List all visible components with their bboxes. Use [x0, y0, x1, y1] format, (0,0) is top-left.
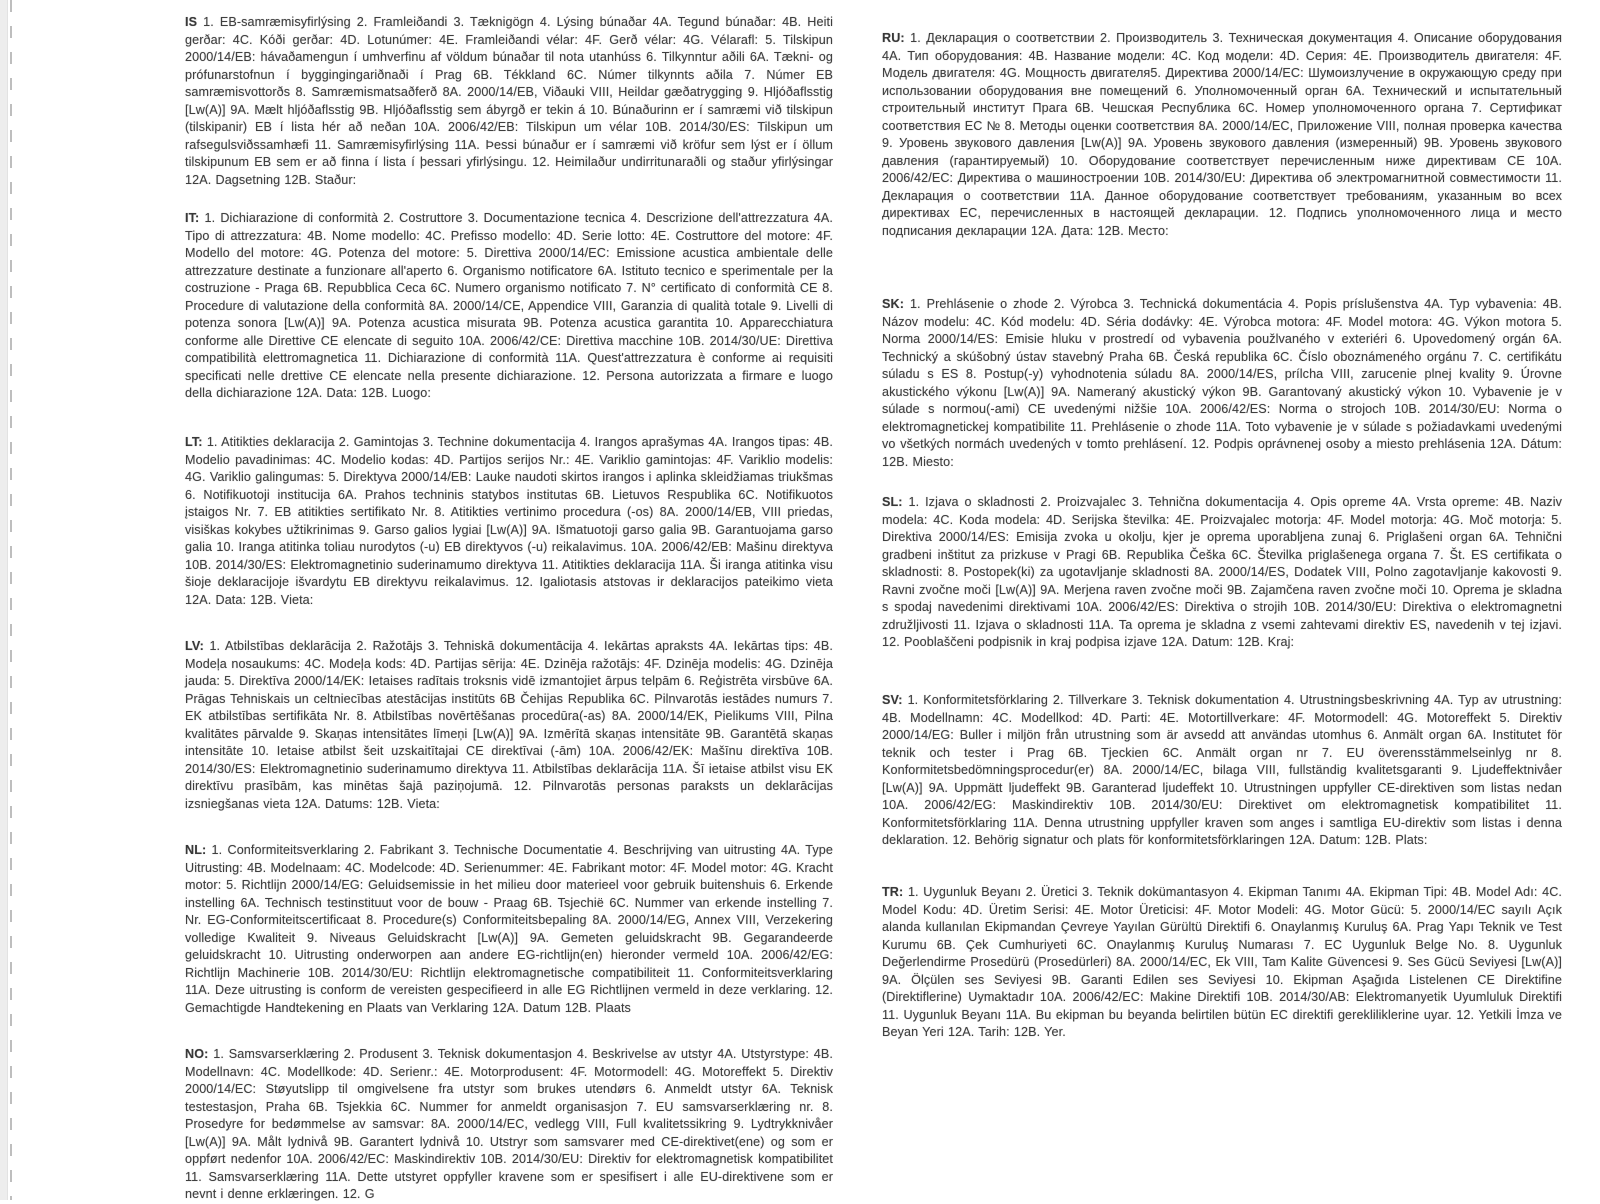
language-text-sk: 1. Prehlásenie o zhode 2. Výrobca 3. Technická dokumentácia 4. Popis príslušenstva 4A. Typ vybavenia: 4B. Názov modelu: 4C. Kód modelu: 4D. Séria dodávky: 4E. Výrobca motora: 4F. Model motora: 4G. Výkon motora 5. Norma 2000/14/ES: Emisie hluku v prostredí od vybavenia použlvaného v exteriéri 6. Upovedomený orgán 6A. Technický a skúšobný ústav stavebný Praha 6B. Česká republika 6C. Číslo oboznámeného orgánu 7. C. certifikátu súladu s ES 8. Postup(-y) vyhodnotenia súladu 8A. 2000/14/ES, prílcha VIII, zarucenie plnej kvality 9. Úrovne akustického výkonu [Lw(A)] 9A. Nameraný akustický výkon 9B. Garantovaný akustický výkon 10. Vybavenie je v súlade s normou(-ami) CE uvedenými nižšie 10A. 2006/42/ES: Norma o strojoch 10B. 2014/30/EU: Norma o elektromagnetickej kompatibilite 11. Prehlásenie o zhode 11A. Toto vybavenie je v súlade s požiadavkami uvedenými vo všetkých normách uvedených v tomto prehlásení. 12. Podpis oprávnenej osoby a miesto prehlásenia 12A. Dátum: 12B. Miesto:	[882, 297, 1562, 469]
language-code-lt: LT:	[185, 435, 203, 449]
language-block-ru	[882, 30, 1562, 240]
language-block-nl	[185, 842, 833, 1017]
language-block-is	[185, 14, 833, 189]
language-code-nl: NL:	[185, 843, 207, 857]
language-code-no: NO:	[185, 1047, 209, 1061]
language-text-sl: 1. Izjava o skladnosti 2. Proizvajalec 3. Tehnična dokumentacija 4. Opis opreme 4A. Vrsta opreme: 4B. Naziv modela: 4C. Koda modela: 4D. Serijska številka: 4E. Proizvajalec motorja: 4F. Model motorja: 4G. Moč motorja: 5. Direktiva 2000/14/ES: Emisija zvoka u okolju, kjer je oprema uporabljena zunaj 6. Priglašeni organ 6A. Tehnični gradbeni inštitut za prizkuse v Pragi 6B. Republika Češka 6C. Številka priglašenega organa 7. Št. ES certifikata o skladnosti: 8. Postopek(ki) za ugotavljanje skladnosti 8A. 2000/14/ES, Dodatek VIII, Polno zagotavljanje kakovosti 9. Ravni zvočne moči [Lw(A)] 9A. Merjena raven zvočne moči 9B. Zajamčena raven zvočne moči 10. Oprema je skladna s spodaj navedenimi direktivami 10A. 2006/42/ES: Direktiva o strojih 10B. 2014/30/EU: Direktiva o elektromagnetni združljivosti 11. Izjava o skladnosti 11A. Ta oprema je skladna z vsemi zahtevami direktiv ES, navedenih v tej izjavi. 12. Pooblaščeni podpisnik in kraj podpisa izjave 12A. Datum: 12B. Kraj:	[882, 495, 1562, 649]
language-code-it: IT:	[185, 211, 200, 225]
language-text-is: 1. EB-samræmisyfirlýsing 2. Framleiðandi 3. Tæknigögn 4. Lýsing búnaðar 4A. Tegund búnaðar: 4B. Heiti gerðar: 4C. Kóði gerðar: 4D. Lotunúmer: 4E. Framleiðandi vélar: 4F. Gerð vélar: 4G. Vélarafl: 5. Tilskipun 2000/14/EB: hávaðamengun í umhverfinu af völdum búnaðar til nota utanhúss 6. Tilkynntur aðili 6A. Tækni- og prófunarstofnun í byggingingariðnaði í Prag 6B. Tékkland 6C. Númer tilkynnts aðila 7. Númer EB samræmisvottorðs 8. Samræmismatsaðferð 8A. 2000/14/EB, Viðauki VIII, Heildar gæðatrygging 9. Hljóðaflsstig [Lw(A)] 9A. Mælt hljóðaflsstig 9B. Hljóðaflsstig sem ábyrgð er tekin á 10. Búnaðurinn er í samræmi við tilskipun (tilskipanir) EB í lista hér að neðan 10A. 2006/42/EB: Tilskipun um vélar 10B. 2014/30/ES: Tilskipun um rafsegulsviðssamhæfi 11. Samræmisyfirlýsing 11A. Þessi búnaður er í samræmi við kröfur sem lýst er í öllum tilskipunum EB sem er að finna í lista í þessari yfirlýsingu. 12. Heimilaður undirritunaraðli og staður yfirlýsingar 12A. Dagsetning 12B. Staður:	[185, 15, 833, 187]
language-code-ru: RU:	[882, 31, 905, 45]
language-block-no	[185, 1046, 833, 1204]
language-text-tr: 1. Uygunluk Beyanı 2. Üretici 3. Teknik dokümantasyon 4. Ekipman Tanımı 4A. Ekipman Tipi: 4B. Model Adı: 4C. Model Kodu: 4D. Üretim Serisi: 4E. Motor Üreticisi: 4F. Motor Modeli: 4G. Motor Gücü: 5. 2000/14/EC sayılı Açık alanda kullanılan Ekipmandan Çevreye Yayılan Gürültü Direktifi 6. Onaylanmış Kuruluş 6A. Prag Yapı Teknik ve Test Kurumu 6B. Çek Cumhuriyeti 6C. Onaylanmış Kuruluş Numarası 7. EC Uygunluk Belge No. 8. Uygunluk Değerlendirme Prosedürü (Prosedürleri) 8A. 2000/14/EC, Ek VIII, Tam Kalite Güvencesi 9. Ses Gücü Seviyesi [Lw(A)] 9A. Ölçülen ses Seviyesi 9B. Garanti Edilen ses Seviyesi 10. Ekipman Aşağıda Listelenen CE Direktifine (Direktiflerine) Uymaktadır 10A. 2006/42/EC: Makine Direktifi 10B. 2014/30/AB: Elektromanyetik Uyumluluk Direktifi 11. Uygunluk Beyanı 11A. Bu ekipman bu beyanda belirtilen bütün EC direktifi gerekliliklerine uyar. 12. Yetkili İmza ve Beyan Yeri 12A. Tarih: 12B. Yer.	[882, 885, 1562, 1039]
language-block-lv	[185, 638, 833, 813]
perforation-dashed-line	[10, 0, 12, 1200]
language-text-lv: 1. Atbilstības deklarācija 2. Ražotājs 3. Tehniskā dokumentācija 4. Iekārtas apraksts 4A. Iekārtas tips: 4B. Modeļa nosaukums: 4C. Modeļa kods: 4D. Partijas sērija: 4E. Dzinēja ražotājs: 4F. Dzinēja modelis: 4G. Dzinēja jauda: 5. Direktīva 2000/14/EK: Ietaises radītais troksnis vidē izmantojiet ārpus telpām 6. Reģistrēta virsbūve 6A. Prāgas Tehniskais un celtniecības atestācijas institūts 6B Čehijas Republika 6C. Pilnvarotās iestādes numurs 7. EK atbilstības sertifikāta Nr. 8. Atbilstības novērtēšanas procedūra(-as) 8A. 2000/14/EK, Pielikums VIII, Pilna kvalitātes pārvalde 9. Skaņas intensitātes līmeņi [Lw(A)] 9A. Izmērītā skaņas intensitāte 9B. Garantētā skaņas intensitāte 10. Ietaise atbilst šeit uzskaitītajai CE direktīvai (-ām) 10A. 2006/42/EK: Mašīnu direktīva 10B. 2014/30/ES: Elektromagnetinio suderinamumo direktyva 11. Atbilstības deklarācija 11A. Šī ietaise atbilst visu EK direktīvu prasībām, kas minētas šajā paziņojumā. 12. Pilnvarotās personas paraksts un deklarācijas izsniegšanas vieta 12A. Datums: 12B. Vieta:	[185, 639, 833, 811]
language-code-sv: SV:	[882, 693, 903, 707]
scan-edge-strip	[0, 0, 8, 1200]
language-code-sl: SL:	[882, 495, 903, 509]
language-code-sk: SK:	[882, 297, 904, 311]
language-block-sk	[882, 296, 1562, 471]
language-text-lt: 1. Atitikties deklaracija 2. Gamintojas 3. Technine dokumentacija 4. Irangos aprašymas 4A. Irangos tipas: 4B. Modelio pavadinimas: 4C. Modelio kodas: 4D. Partijos serijos Nr.: 4E. Variklio gamintojas: 4F. Variklio modelis: 4G. Variklio galingumas: 5. Direktyva 2000/14/EB: Lauke naudoti skirtos irangos i aplinka skleidžiamas triukšmas 6. Notifikuotoji institucija 6A. Prahos techninis statybos institutas 6B. Lietuvos Respublika 6C. Notifikuotos įstaigos Nr. 7. EB atitikties sertifikato Nr. 8. Atitikties vertinimo procedura (-os) 8A. 2000/14/EB, VIII priedas, visiškas kokybes užtikrinimas 9. Garso galios lygiai [Lw(A)] 9A. Išmatuotoji garso galia 9B. Garantuojama garso galia 10. Iranga atitinka toliau nurodytos (-u) EB direktyvos (-u) reikalavimus. 10A. 2006/42/EB: Mašinu direktyva 10B. 2014/30/ES: Elektromagnetinio suderinamumo direktyva 11. Atitikties deklaracija 11A. Ši iranga atitinka visu šioje deklaracijoje išvardytu EB direktyvu reikalavimus. 12. Igaliotasis atstovas ir deklaracijos pateikimo vieta 12A. Data: 12B. Vieta:	[185, 435, 833, 607]
language-text-ru: 1. Декларация о соответствии 2. Производитель 3. Техническая документация 4. Описание оборудования 4A. Тип оборудования: 4B. Название модели: 4C. Код модели: 4D. Серия: 4E. Производитель двигателя: 4F. Модель двигателя: 4G. Мощность двигателя5. Директива 2000/14/EC: Шумоизлучение в окружающую среду при использовании оборудования вне помещений 6. Уполномоченный орган 6A. Технический и испытательный строительный институт Прага 6B. Чешская Республика 6C. Номер уполномоченного органа 7. Сертификат соответствия EC № 8. Методы оценки соответствия 8A. 2000/14/EC, Приложение VIII, полная проверка качества 9. Уровень звукового давления [Lw(A)] 9A. Уровень звукового давления (измеренный) 9B. Уровень звукового давления (гарантируемый) 10. Оборудование соответствует перечисленным ниже директивам CE 10A. 2006/42/EC: Директива о машиностроении 10B. 2014/30/EU: Директива об электромагнитной совместимости 11. Декларация о соответствии 11A. Данное оборудование соответствует требованиям, указанным во всех директивах EC, перечисленных в настоящей декларации. 12. Подпись уполномоченного лица и место подписания декларации 12A. Дата: 12B. Место:	[882, 31, 1562, 238]
language-code-is: IS	[185, 15, 198, 29]
language-text-no: 1. Samsvarserklæring 2. Produsent 3. Teknisk dokumentasjon 4. Beskrivelse av utstyr 4A. Utstyrstype: 4B. Modellnavn: 4C. Modellkode: 4D. Serienr.: 4E. Motorprodusent: 4F. Motormodell: 4G. Motoreffekt 5. Direktiv 2000/14/EC: Støyutslipp til omgivelsene fra utstyr som brukes utendørs 6. Anmeldt utstyr 6A. Teknisk testestasjon, Praha 6B. Tsjekkia 6C. Nummer for anmeldt organisasjon 7. EU samsvarserklæring nr. 8. Prosedyre for bedømmelse av samsvar: 8A. 2000/14/EC, vedlegg VIII, Full kvalitetssikring 9. Lydtrykknivåer [Lw(A)] 9A. Målt lydnivå 9B. Garantert lydnivå 10. Utstryr som samsvarer med CE-direktivet(ene) og som er oppført nedenfor 10A. 2006/42/EC: Maskindirektiv 10B. 2014/30/EU: Direktiv for elektromagnetisk kompatibilitet 11. Samsvarserklæring 11A. Dette utstyret oppfyller kravene som er spesifisert i alle EU-direktivene som er nevnt i denne erklæringen. 12. G	[185, 1047, 834, 1201]
language-block-sl	[882, 494, 1562, 652]
language-text-nl: 1. Conformiteitsverklaring 2. Fabrikant 3. Technische Documentatie 4. Beschrijving van uitrusting 4A. Type Uitrusting: 4B. Modelnaam: 4C. Modelcode: 4D. Serienummer: 4E. Fabrikant motor: 4F. Model motor: 4G. Kracht motor: 5. Richtlijn 2000/14/EG: Geluidsemissie in het milieu door materieel voor gebruik buitenshuis 6. Erkende instelling 6A. Technisch testinstituut voor de bouw - Praag 6B. Tsjechië 6C. Nummer van erkende instelling 7. Nr. EG-Conformiteitscertificaat 8. Procedure(s) Conformiteitsbepaling 8A. 2000/14/EG, Annex VIII, Verzekering volledige Kwaliteit 9. Niveaus Geluidskracht [Lw(A)] 9A. Gemeten geluidskracht 9B. Gegarandeerde geluidskracht 10. Uitrusting onderworpen aan andere EG-richtlijn(en) hieronder vermeld 10A. 2006/42/EG: Richtlijn Machinerie 10B. 2014/30/EU: Richtlijn elektromagnetische compatibiliteit 11. Conformiteitsverklaring 11A. Deze uitrusting is conform de vereisten gespecifieerd in alle EG Richtlijnen vermeld in deze verklaring. 12. Gemachtigde Handtekening en Plaats van Verklaring 12A. Datum 12B. Plaats	[185, 843, 833, 1015]
language-code-lv: LV:	[185, 639, 204, 653]
language-block-it	[185, 210, 833, 403]
language-block-tr	[882, 884, 1562, 1042]
language-block-sv	[882, 692, 1562, 850]
language-block-lt	[185, 434, 833, 609]
language-text-it: 1. Dichiarazione di conformità 2. Costruttore 3. Documentazione tecnica 4. Descrizione dell'attrezzatura 4A. Tipo di attrezzatura: 4B. Nome modello: 4C. Prefisso modello: 4D. Serie lotto: 4E. Costruttore del motore: 4F. Modello del motore: 4G. Potenza del motore: 5. Direttiva 2000/14/EC: Emissione acustica ambientale delle attrezzature destinate a funzionare all'aperto 6. Organismo notificatore 6A. Istituto tecnico e sperimentale per la costruzione - Praga 6B. Repubblica Ceca 6C. Numero organismo notificato 7. N° certificato di conformità CE 8. Procedure di valutazione della conformità 8A. 2000/14/CE, Appendice VIII, Garanzia di qualità totale 9. Livelli di potenza sonora [Lw(A)] 9A. Potenza acustica misurata 9B. Potenza acustica garantita 10. Apparecchiatura conforme alle Direttive CE elencate di seguito 10A. 2006/42/CE: Direttiva macchine 10B. 2014/30/UE: Direttiva compatibilità elettromagnetica 11. Dichiarazione di conformità 11A. Quest'attrezzatura è conforme ai requisiti specificati nelle drettive CE elencate nella presente dichiarazione. 12. Persona autorizzata a firmare e luogo della dichiarazione 12A. Data: 12B. Luogo:	[185, 211, 833, 400]
language-code-tr: TR:	[882, 885, 904, 899]
language-text-sv: 1. Konformitetsförklaring 2. Tillverkare 3. Teknisk dokumentation 4. Utrustningsbeskrivning 4A. Typ av utrustning: 4B. Modellnamn: 4C. Modellkod: 4D. Parti: 4E. Motortillverkare: 4F. Motormodell: 4G. Motoreffekt 5. Direktiv 2000/14/EG: Buller i miljön från utrustning som är avsedd att användas utomhus 6. Anmält organ 6A. Institutet för teknik och tester i Prag 6B. Tjeckien 6C. Anmält organ nr 7. EU överensstämmelseinlyg nr 8. Konformitetsbedömningsprocedur(er) 8A. 2000/14/EC, bilaga VIII, fullständig kvalitetsgaranti 9. Ljudeffektnivåer [Lw(A)] 9A. Uppmätt ljudeffekt 9B. Garanterad ljudeffekt 10. Utrustningen uppfyller CE-direktiven som listas nedan 10A. 2006/42/EG: Maskindirektiv 10B. 2014/30/EU: Direktivet om elektromagnetisk kompatibilitet 11. Konformitetsförklaring 11A. Denna utrustning uppfyller kraven som anges i samtliga EU-direktiv som listas i denna deklaration. 12. Behörig signatur och plats för konformitetsförklaringen 12A. Datum: 12B. Plats:	[882, 693, 1563, 847]
